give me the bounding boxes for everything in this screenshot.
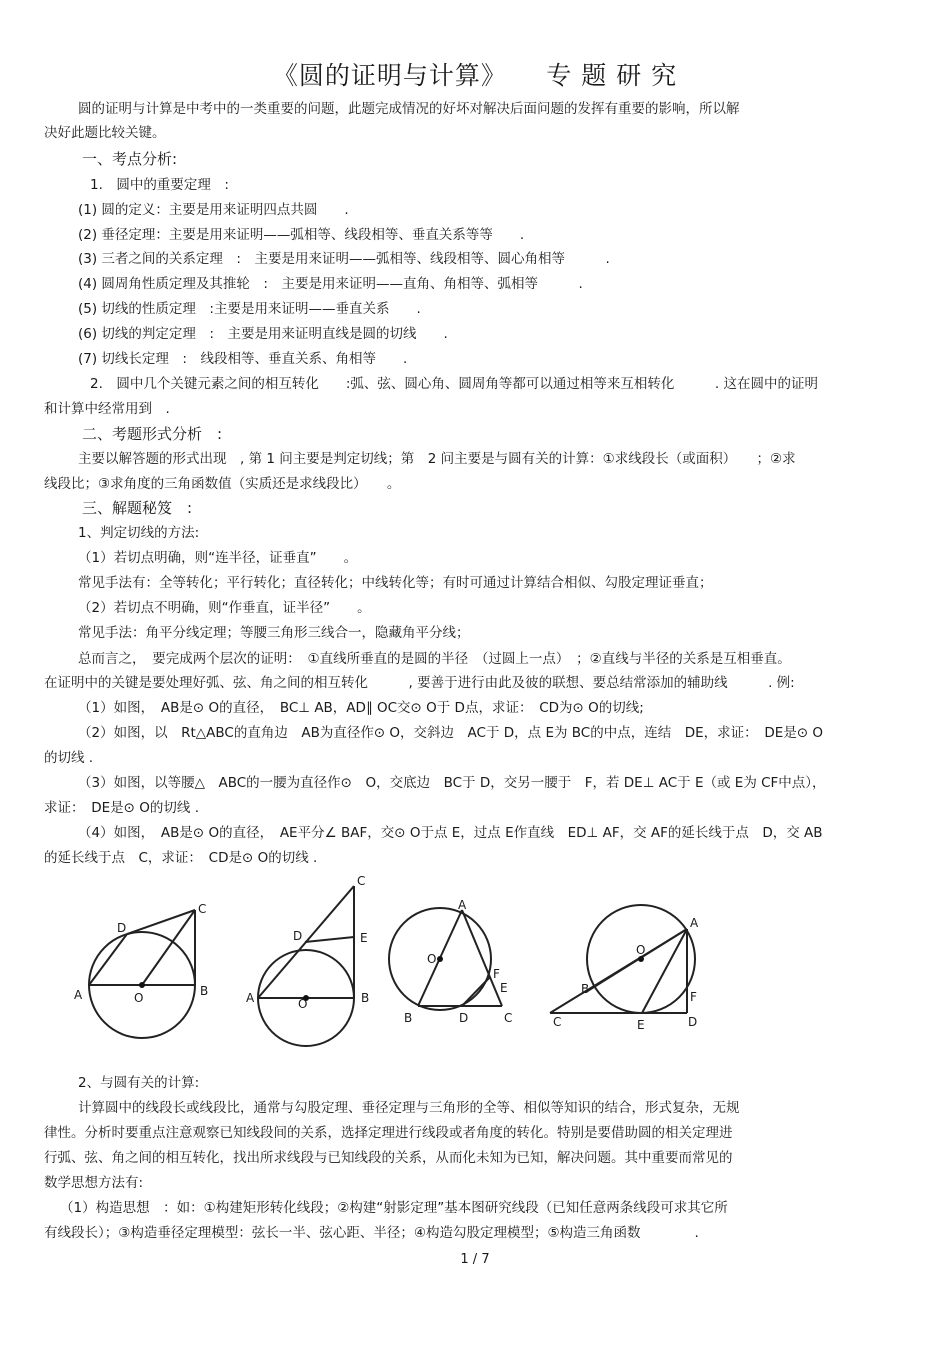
text-line: (5) 切线的性质定理 :主要是用来证明——垂直关系 . [78, 301, 421, 317]
section-heading: 二、考题形式分析 : [82, 425, 223, 443]
geometry-figures-svg [60, 868, 760, 1048]
center-point-fig1 [139, 982, 145, 988]
figure-4 [550, 905, 695, 1013]
text-line: （1）构造思想 ：如：①构建矩形转化线段；②构建“射影定理”基本图研究线段（已知任意两条线段可求其它所 [60, 1200, 728, 1216]
text-line: 律性。分析时要重点注意观察已知线段间的关系，选择定理进行线段或者角度的转化。特别是要借助圆的相关定理进 [44, 1125, 733, 1141]
text-line: 求证： DE是⊙ O的切线 . [44, 800, 199, 816]
text-line: 圆的证明与计算是中考中的一类重要的问题，此题完成情况的好坏对解决后面问题的发挥有重要的影响，所以解 [78, 101, 740, 117]
text-line: (4) 圆周角性质定理及其推轮 : 主要是用来证明——直角、角相等、弧相等 . [78, 276, 583, 292]
figure-label: E [500, 981, 508, 995]
text-line: 行弧、弦、角之间的相互转化，找出所求线段与已知线段的关系，从而化未知为已知，解决问题。其中重要而常见的 [44, 1150, 733, 1166]
text-line: 总而言之， 要完成两个层次的证明： ①直线所垂直的是圆的半径 （过圆上一点） ；②直线与半径的关系是互相垂直。 [78, 651, 791, 667]
figure-label: A [690, 916, 699, 930]
figure-label: O [134, 991, 144, 1005]
text-line: 主要以解答题的形式出现 , 第 1 问主要是判定切线；第 2 问主要是与圆有关的计算：①求线段长（或面积） ；②求 [78, 451, 796, 467]
figure-label: A [458, 898, 467, 912]
text-line: 1、判定切线的方法: [78, 525, 200, 541]
figure-label: A [74, 988, 83, 1002]
figure-2 [258, 886, 354, 1046]
text-line: 1. 圆中的重要定理 : [90, 177, 229, 193]
figure-label: C [357, 874, 366, 888]
text-line: （2）若切点不明确，则“作垂直，证半径” 。 [78, 600, 371, 616]
figure-label: O [298, 997, 308, 1011]
text-line: 有线段长）；③构造垂径定理模型：弦长一半、弦心距、半径；④构造勾股定理模型；⑤构造三角函数 . [44, 1225, 699, 1241]
figure-1 [89, 910, 195, 1038]
geometry-figures [60, 868, 760, 1048]
figure-label: C [553, 1015, 562, 1029]
text-line: 的切线 . [44, 750, 94, 766]
text-line: 决好此题比较关键。 [44, 125, 166, 141]
text-line: 2. 圆中几个关键元素之间的相互转化 :弧、弦、圆心角、圆周角等都可以通过相等来互相转化 . 这在圆中的证明 [90, 376, 819, 392]
text-line: 和计算中经常用到 . [44, 401, 170, 417]
text-line: （1）若切点明确，则“连半径，证垂直” 。 [78, 550, 358, 566]
text-line: 计算圆中的线段长或线段比，通常与勾股定理、垂径定理与三角形的全等、相似等知识的结合，形式复杂，无规 [78, 1100, 740, 1116]
text-line: 数学思想方法有: [44, 1175, 144, 1191]
figure-label: F [493, 967, 500, 981]
figure-label: O [636, 943, 646, 957]
figure-label: C [504, 1011, 513, 1025]
figure-label: A [246, 991, 255, 1005]
center-point-fig3 [437, 956, 443, 962]
figure-label: E [360, 931, 368, 945]
figure-label: D [293, 929, 303, 943]
text-line: （1）如图， AB是⊙ O的直径， BC⊥ AB，AD∥ OC交⊙ O于 D点，求证： CD为⊙ O的切线; [78, 700, 644, 716]
text-line: 2、与圆有关的计算: [78, 1075, 200, 1091]
text-line: (1) 圆的定义：主要是用来证明四点共圆 . [78, 202, 349, 218]
figure-label: D [117, 921, 127, 935]
figure-3 [389, 908, 502, 1010]
text-line: (7) 切线长定理 : 线段相等、垂直关系、角相等 . [78, 351, 408, 367]
figure-label: O [427, 952, 437, 966]
text-line: 在证明中的关键是要处理好弧、弦、角之间的相互转化 , 要善于进行由此及彼的联想、要总结常添加的辅助线 . 例: [44, 675, 795, 691]
text-line: 的延长线于点 C，求证： CD是⊙ O的切线 . [44, 850, 318, 866]
text-line: （3）如图，以等腰△ ABC的一腰为直径作⊙ O，交底边 BC于 D，交另一腰于 F，若 DE⊥ AC于 E（或 E为 CF中点）， [78, 775, 826, 791]
page-number: 1 / 7 [460, 1252, 490, 1267]
section-heading: 一、考点分析: [82, 150, 178, 168]
figure-label: E [637, 1018, 645, 1032]
figure-label: B [404, 1011, 413, 1025]
figure-label: D [688, 1015, 698, 1029]
figure-label: B [361, 991, 370, 1005]
text-line: (2) 垂径定理：主要是用来证明——弧相等、线段相等、垂直关系等等 . [78, 227, 525, 243]
figure-label: F [690, 990, 697, 1004]
page-title: 《圆的证明与计算》 专 题 研 究 [272, 61, 678, 90]
figure-label: B [581, 982, 590, 996]
text-line: (6) 切线的判定定理 : 主要是用来证明直线是圆的切线 . [78, 326, 448, 342]
figure-label: B [200, 984, 209, 998]
text-line: 常见手法：角平分线定理；等腰三角形三线合一，隐藏角平分线； [78, 625, 470, 641]
text-line: （2）如图，以 Rt△ABC的直角边 AB为直径作⊙ O，交斜边 AC于 D，点 E为 BC的中点，连结 DE，求证： DE是⊙ O [78, 725, 824, 741]
text-line: (3) 三者之间的关系定理 : 主要是用来证明——弧相等、线段相等、圆心角相等 . [78, 251, 610, 267]
text-line: （4）如图， AB是⊙ O的直径， AE平分∠ BAF，交⊙ O于点 E，过点 E作直线 ED⊥ AF，交 AF的延长线于点 D，交 AB [78, 825, 823, 841]
figure-label: D [459, 1011, 469, 1025]
figure-label: C [198, 902, 207, 916]
text-line: 常见手法有：全等转化；平行转化；直径转化；中线转化等；有时可通过计算结合相似、勾股定理证垂直； [78, 575, 713, 591]
text-line: 线段比；③求角度的三角函数值（实质还是求线段比） 。 [44, 476, 401, 492]
section-heading: 三、解题秘笈 : [82, 499, 193, 517]
